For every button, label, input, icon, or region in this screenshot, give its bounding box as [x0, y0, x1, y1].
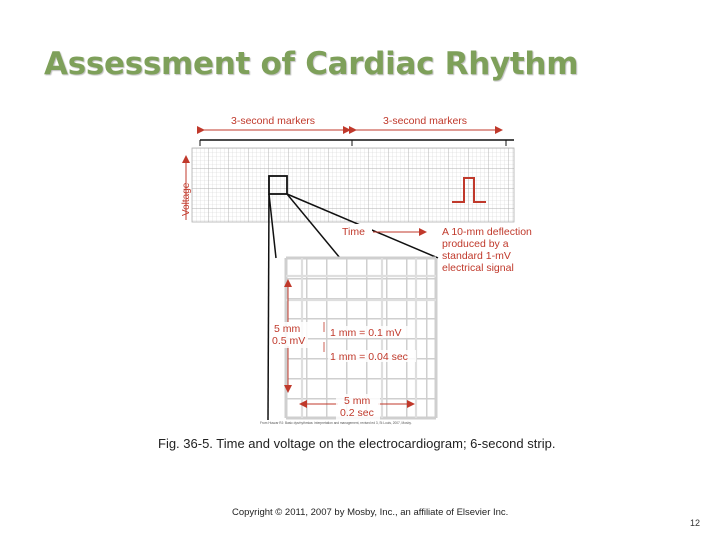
- big-box-time-mm: 5 mm: [344, 395, 371, 407]
- marker-label-right: 3-second markers: [383, 115, 468, 127]
- time-label: Time: [342, 226, 365, 238]
- copyright-notice: Copyright © 2011, 2007 by Mosby, Inc., an affiliate of Elsevier Inc.: [232, 507, 509, 518]
- source-credit: From Huszar RJ: Basic dysrhythmias: interpretation and management, revised ed 3, St Louis, 2007, Mosby.: [260, 421, 412, 425]
- figure-caption: Fig. 36-5. Time and voltage on the electrocardiogram; 6-second strip.: [158, 436, 556, 451]
- voltage-label: Voltage: [181, 182, 192, 216]
- slide-title: Assessment of Cardiac Rhythm: [44, 46, 579, 82]
- deflection-note: [442, 226, 532, 274]
- time-axis: [340, 224, 426, 238]
- three-second-markers: [200, 114, 514, 146]
- ecg-diagram: [168, 108, 560, 428]
- big-box-time-sec: 0.2 sec: [340, 407, 374, 419]
- page-number: 12: [689, 518, 700, 528]
- deflection-line-3: standard 1-mV: [442, 250, 511, 262]
- deflection-line-2: produced by a: [442, 238, 509, 250]
- deflection-line-4: electrical signal: [442, 262, 514, 274]
- big-box-voltage-mv: 0.5 mV: [272, 335, 306, 347]
- marker-label-left: 3-second markers: [231, 115, 316, 127]
- small-box-voltage: 1 mm = 0.1 mV: [330, 327, 402, 339]
- small-box-time: 1 mm = 0.04 sec: [330, 351, 408, 363]
- big-box-voltage-mm: 5 mm: [274, 323, 301, 335]
- voltage-axis: [181, 156, 192, 220]
- ecg-strip-grid: [192, 148, 514, 222]
- deflection-line-1: A 10-mm deflection: [442, 226, 532, 238]
- ecg-figure: [168, 108, 560, 428]
